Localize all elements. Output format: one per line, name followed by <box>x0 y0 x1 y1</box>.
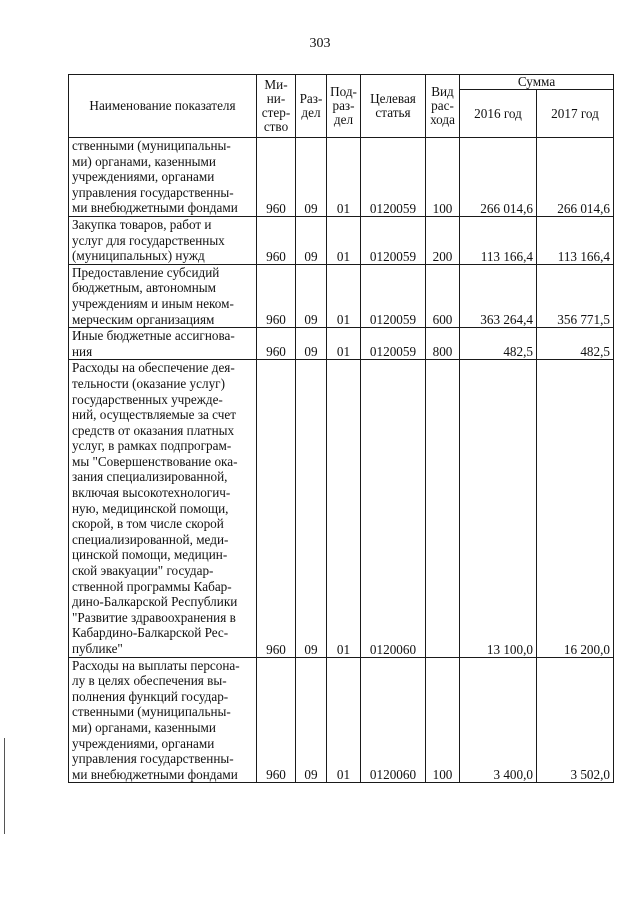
row-name-line: специализированной, меди- <box>72 531 229 547</box>
row-ministry: 960 <box>257 360 296 657</box>
row-amount-2016: 266 014,6 <box>460 138 537 217</box>
header-ministry: Ми- ни- стер- ство <box>257 75 296 138</box>
row-name-line: Закупка товаров, работ и <box>72 216 212 232</box>
row-subsection: 01 <box>327 328 361 360</box>
row-ministry: 960 <box>257 264 296 327</box>
row-section: 09 <box>296 360 327 657</box>
row-name-line: ми) органами, казенными <box>72 153 216 169</box>
row-name-line: "Развитие здравоохранения в <box>72 609 236 625</box>
row-name-line: ственной программы Кабар- <box>72 578 232 594</box>
row-name-line: ми внебюджетными фондами <box>72 766 238 782</box>
row-expense-type: 200 <box>426 216 460 264</box>
row-expense-type <box>426 360 460 657</box>
row-name-line: ми внебюджетными фондами <box>72 200 238 216</box>
row-amount-2017: 356 771,5 <box>537 264 614 327</box>
row-amount-2017: 266 014,6 <box>537 138 614 217</box>
row-name <box>69 360 257 657</box>
row-target: 0120060 <box>361 360 426 657</box>
row-name-line: Предоставление субсидий <box>72 264 220 280</box>
row-amount-2016: 482,5 <box>460 328 537 360</box>
row-section: 09 <box>296 216 327 264</box>
header-section: Раз- дел <box>296 75 327 138</box>
row-target: 0120059 <box>361 138 426 217</box>
row-expense-type: 100 <box>426 138 460 217</box>
row-name-line: лу в целях обеспечения вы- <box>72 673 227 689</box>
row-expense-type: 100 <box>426 657 460 783</box>
row-name-line: ской эвакуации" государ- <box>72 563 214 579</box>
row-name-line: полнения функций государ- <box>72 688 229 704</box>
row-name-line: Иные бюджетные ассигнова- <box>72 328 235 344</box>
row-amount-2016: 13 100,0 <box>460 360 537 657</box>
row-name-line: учреждениями, органами <box>72 169 215 185</box>
header-subsection: Под- раз- дел <box>327 75 361 138</box>
header-target: Целевая статья <box>361 75 426 138</box>
row-amount-2017: 16 200,0 <box>537 360 614 657</box>
row-amount-2017: 482,5 <box>537 328 614 360</box>
row-name-line: цинской помощи, медицин- <box>72 547 228 563</box>
row-name-line: управления государственны- <box>72 751 234 767</box>
row-target: 0120059 <box>361 328 426 360</box>
budget-table <box>68 74 614 783</box>
row-target: 0120060 <box>361 657 426 783</box>
header-name: Наименование показателя <box>69 75 257 138</box>
row-name-line: ми) органами, казенными <box>72 719 216 735</box>
row-ministry: 960 <box>257 328 296 360</box>
row-name-line: Кабардино-Балкарской Рес- <box>72 625 229 641</box>
header-year-2016: 2016 год <box>460 90 537 138</box>
row-amount-2016: 113 166,4 <box>460 216 537 264</box>
row-name-line: средств от оказания платных <box>72 422 235 438</box>
row-ministry: 960 <box>257 138 296 217</box>
row-name-line: публике" <box>72 641 123 656</box>
table-body <box>69 138 614 783</box>
row-section: 09 <box>296 138 327 217</box>
row-amount-2017: 3 502,0 <box>537 657 614 783</box>
page-number: 303 <box>309 36 331 51</box>
header-expense-type: Вид рас- хода <box>426 75 460 138</box>
row-name <box>69 264 257 327</box>
row-name-line: услуг для государственных <box>72 232 225 248</box>
row-name-line: учреждениям и иным неком- <box>72 295 234 311</box>
row-name-line: ний, осуществляемые за счет <box>72 407 237 423</box>
row-amount-2016: 363 264,4 <box>460 264 537 327</box>
row-name-line: дино-Балкарской Республики <box>72 594 238 610</box>
row-name-line: зания специализированной, <box>72 469 228 485</box>
row-subsection: 01 <box>327 264 361 327</box>
row-ministry: 960 <box>257 657 296 783</box>
margin-line <box>4 738 5 834</box>
table-row <box>69 264 614 327</box>
row-name-line: ния <box>72 343 93 359</box>
row-section: 09 <box>296 328 327 360</box>
header-year-2017: 2017 год <box>537 90 614 138</box>
row-name-line: ную, медицинской помощи, <box>72 500 229 516</box>
table-row <box>69 657 614 783</box>
row-name-line: мы "Совершенствование ока- <box>72 453 238 469</box>
row-target: 0120059 <box>361 216 426 264</box>
table-row <box>69 360 614 657</box>
row-name <box>69 216 257 264</box>
row-ministry: 960 <box>257 216 296 264</box>
row-name <box>69 138 257 217</box>
row-name-line: мерческим организациям <box>72 311 215 327</box>
header-sum: Сумма <box>460 75 614 90</box>
row-name-line: скорой, в том числе скорой <box>72 516 224 532</box>
row-subsection: 01 <box>327 138 361 217</box>
row-name-line: учреждениями, органами <box>72 735 215 751</box>
row-name <box>69 657 257 783</box>
table-row <box>69 328 614 360</box>
row-subsection: 01 <box>327 216 361 264</box>
row-name-line: Расходы на обеспечение дея- <box>72 360 235 376</box>
row-subsection: 01 <box>327 360 361 657</box>
row-name-line: включая высокотехнологич- <box>72 485 231 501</box>
row-expense-type: 800 <box>426 328 460 360</box>
row-name-line: (муниципальных) нужд <box>72 248 205 264</box>
row-name-line: управления государственны- <box>72 184 234 200</box>
row-name-line: государственных учрежде- <box>72 391 223 407</box>
row-expense-type: 600 <box>426 264 460 327</box>
row-name <box>69 328 257 360</box>
table-row <box>69 138 614 217</box>
row-name-line: тельности (оказание услуг) <box>72 375 225 391</box>
row-name-line: Расходы на выплаты персона- <box>72 657 240 673</box>
table-row <box>69 216 614 264</box>
row-section: 09 <box>296 264 327 327</box>
row-name-line: ственными (муниципальны- <box>72 138 231 153</box>
row-subsection: 01 <box>327 657 361 783</box>
row-name-line: ственными (муниципальны- <box>72 704 231 720</box>
row-target: 0120059 <box>361 264 426 327</box>
row-amount-2016: 3 400,0 <box>460 657 537 783</box>
row-amount-2017: 113 166,4 <box>537 216 614 264</box>
row-name-line: услуг, в рамках подпрограм- <box>72 438 232 454</box>
row-name-line: бюджетным, автономным <box>72 280 216 296</box>
row-section: 09 <box>296 657 327 783</box>
